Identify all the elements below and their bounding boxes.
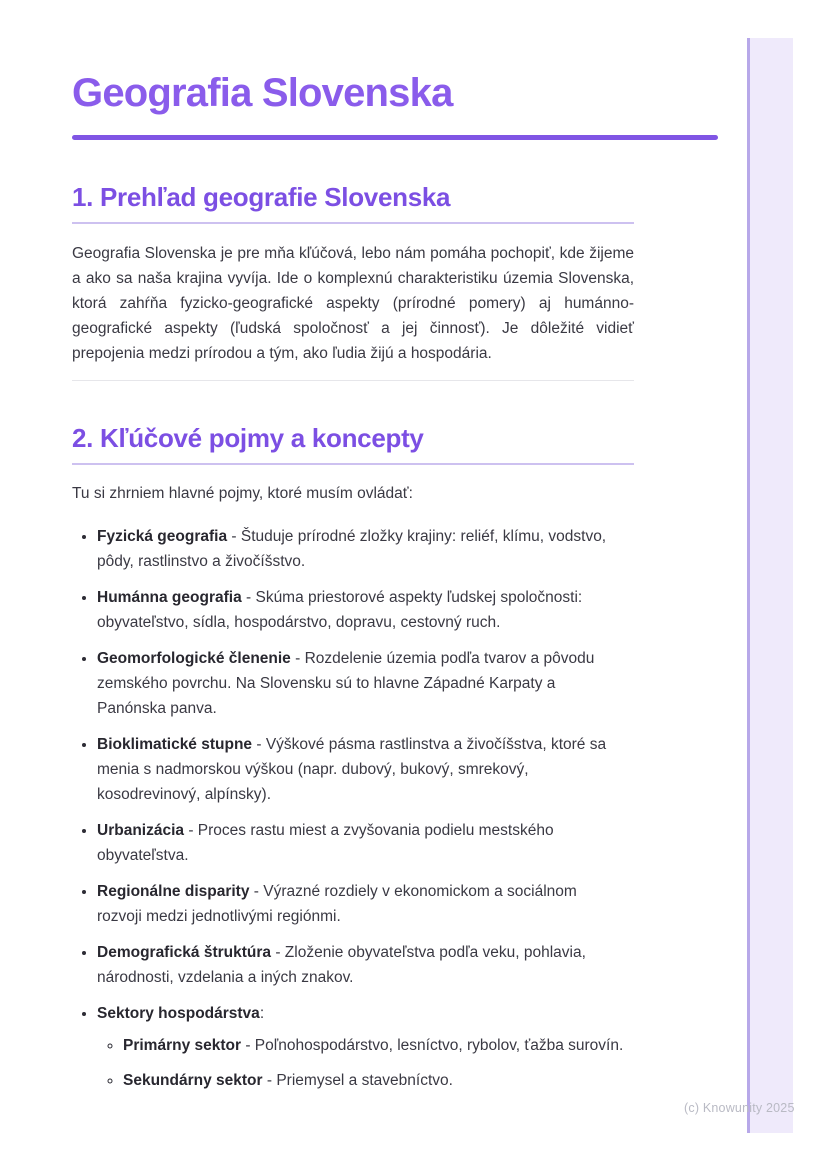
page-title: Geografia Slovenska <box>72 71 453 115</box>
term-definition: - Proces rastu miest a zvyšovania podielu mestského obyvateľstva. <box>97 822 554 865</box>
term-name: Demografická štruktúra <box>97 944 272 962</box>
subterm-definition: - Poľnohospodárstvo, lesníctvo, rybolov, ťažba surovín. <box>241 1037 624 1055</box>
term-name: Regionálne disparity <box>97 883 250 901</box>
term-name: Fyzická geografia <box>97 528 228 546</box>
term-definition: - Výškové pásma rastlinstva a živočíšstva, ktoré sa menia s nadmorskou výškou (napr. dubový, bukový, smrekový, kosodrevinový, alpínsky). <box>97 736 607 804</box>
subterm-definition: - Priemysel a stavebníctvo. <box>262 1072 453 1090</box>
term-name: Urbanizácia <box>97 822 185 840</box>
term-definition: - Skúma priestorové aspekty ľudskej spoločnosti: obyvateľstvo, sídla, hospodárstvo, dopravu, cestovný ruch. <box>97 589 583 632</box>
section-1-heading: 1. Prehľad geografie Slovenska <box>72 182 451 212</box>
subterms-list <box>97 1033 624 1093</box>
subterm-item-primarny-sektor <box>123 1033 624 1058</box>
section-1-heading-rule <box>72 222 634 224</box>
term-name: Geomorfologické členenie <box>97 650 291 668</box>
term-item-humanna-geografia <box>97 585 624 635</box>
title-rule <box>72 135 718 140</box>
page-edge-accent-bar <box>747 38 793 1133</box>
subterm-name: Primárny sektor <box>123 1037 242 1055</box>
term-item-geomorfologicke-clenenie <box>97 646 624 721</box>
term-definition: - Výrazné rozdiely v ekonomickom a sociálnom rozvoji medzi jednotlivými regiónmi. <box>97 883 577 926</box>
term-item-fyzicka-geografia <box>97 524 624 574</box>
section-1-paragraph: Geografia Slovenska je pre mňa kľúčová, lebo nám pomáha pochopiť, kde žijeme a ako sa naša krajina vyvíja. Ide o komplexnú charakteristiku územia Slovenska, ktorá zahŕňa fyzicko-geografické aspekty (prírodné pomery) aj humánno-geografické aspekty (ľudská spoločnosť a jej činnosť). Je dôležité vidieť prepojenia medzi prírodou a tým, ako ľudia žijú a hospodária. <box>72 245 634 363</box>
copyright-note: (c) Knowunity 2025 <box>684 1101 795 1115</box>
term-item-bioklimaticke-stupne <box>97 732 624 807</box>
term-definition: : <box>259 1005 265 1023</box>
term-item-sektory-hospodarstva <box>97 1001 624 1093</box>
term-name: Sektory hospodárstva <box>97 1005 260 1023</box>
section-2-intro: Tu si zhrniem hlavné pojmy, ktoré musím ovládať: <box>72 485 413 503</box>
section-key-concepts <box>72 423 718 1093</box>
section-divider <box>72 380 634 381</box>
terms-list <box>72 524 624 1093</box>
term-name: Humánna geografia <box>97 589 242 607</box>
document-content <box>72 0 718 1104</box>
term-item-urbanizacia <box>97 818 624 868</box>
term-name: Bioklimatické stupne <box>97 736 253 754</box>
subterm-name: Sekundárny sektor <box>123 1072 263 1090</box>
term-definition: - Študuje prírodné zložky krajiny: reliéf, klímu, vodstvo, pôdy, rastlinstvo a živočíšstvo. <box>97 528 607 571</box>
term-definition: - Rozdelenie územia podľa tvarov a pôvodu zemského povrchu. Na Slovensku sú to hlavne Západné Karpaty a Panónska panva. <box>97 650 595 718</box>
term-item-demograficka-struktura <box>97 940 624 990</box>
section-2-heading: 2. Kľúčové pojmy a koncepty <box>72 423 424 454</box>
subterm-item-sekundarny-sektor <box>123 1068 624 1093</box>
section-2-heading-rule <box>72 463 634 465</box>
term-item-regionalne-disparity <box>97 879 624 929</box>
term-definition: - Zloženie obyvateľstva podľa veku, pohlavia, národnosti, vzdelania a iných znakov. <box>97 944 586 987</box>
section-overview <box>72 182 718 381</box>
